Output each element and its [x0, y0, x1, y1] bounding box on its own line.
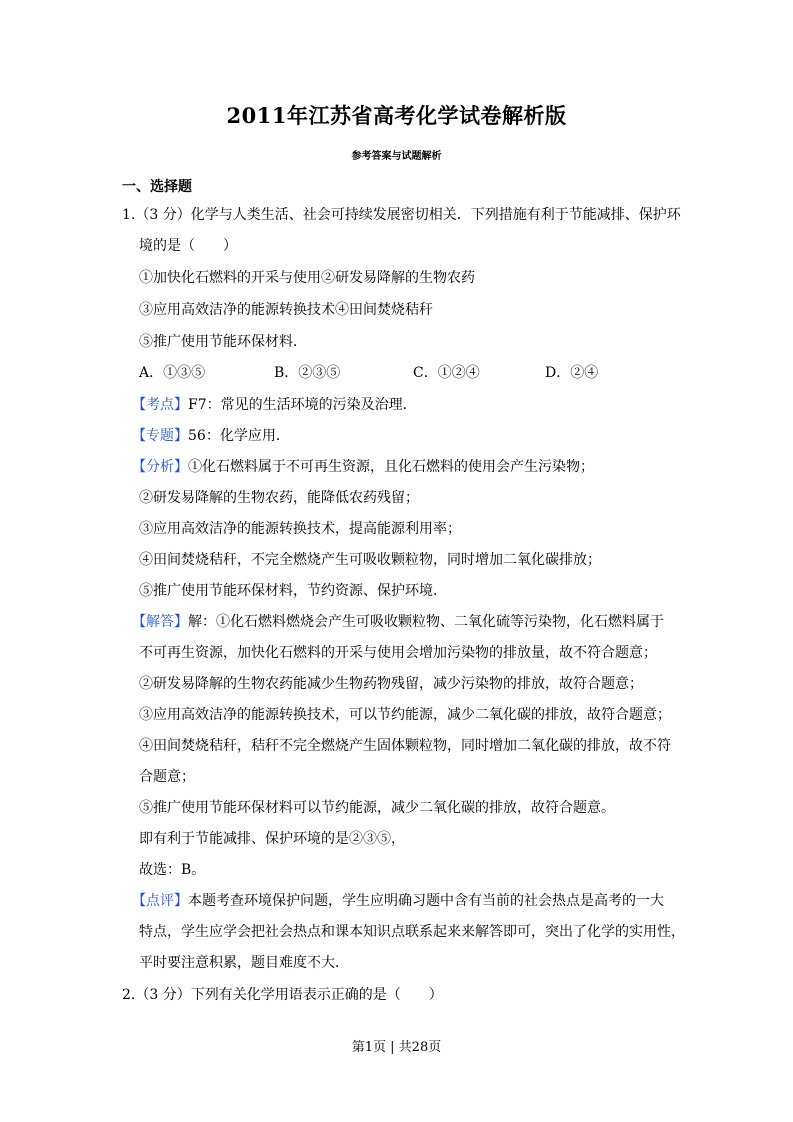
q1-stem-line2: 境的是（ ） [139, 238, 237, 254]
q1-item-line1: ①加快化石燃料的开采与使用②研发易降解的生物农药 [139, 270, 475, 286]
jieda-line4: ③应用高效洁净的能源转换技术，可以节约能源，减少二氧化碳的排放，故符合题意； [139, 707, 671, 723]
q1-stem-line1: 1.（3 分）化学与人类生活、社会可持续发展密切相关．下列措施有利于节能减排、保护环 [122, 207, 681, 223]
q1-item-line3: ⑤推广使用节能环保材料． [139, 334, 307, 350]
q1-choice-d: D．②④ [545, 365, 599, 381]
jieda-line2: 不可再生资源，加快化石燃料的开采与使用会增加污染物的排放量，故不符合题意； [139, 645, 657, 661]
jieda-line8: 即有利于节能减排、保护环境的是②③⑤， [139, 831, 405, 847]
zhuanti-text: 56：化学应用． [188, 428, 290, 444]
q1-kaodian [132, 395, 417, 415]
jieda-line1: 解：①化石燃料燃烧会产生可吸收颗粒物、二氧化硫等污染物，化石燃料属于 [188, 614, 664, 630]
q1-item-line2: ③应用高效洁净的能源转换技术④田间焚烧秸秆 [139, 302, 433, 318]
dianping-line3: 平时要注意积累，题目难度不大． [139, 955, 349, 971]
kaodian-tag: 【考点】 [132, 397, 188, 413]
jieda-line6: 合题意； [139, 769, 195, 785]
jieda-line7: ⑤推广使用节能环保材料可以节约能源，减少二氧化碳的排放，故符合题意。 [139, 800, 615, 816]
q1-choice-c: C．①②④ [413, 365, 480, 381]
q1-fenxi [132, 457, 594, 477]
document-subtitle: 参考答案与试题解析 [351, 151, 442, 162]
q1-choice-b: B．②③⑤ [274, 365, 341, 381]
dianping-line2: 特点，学生应学会把社会热点和课本知识点联系起来来解答即可，突出了化学的实用性， [139, 924, 685, 940]
document-title: 2011年江苏省高考化学试卷解析版 [226, 103, 567, 128]
jieda-line9: 故选：B。 [139, 862, 206, 878]
jieda-tag: 【解答】 [132, 614, 188, 630]
dianping-tag: 【点评】 [132, 893, 188, 909]
fenxi-line3: ③应用高效洁净的能源转换技术，提高能源利用率； [139, 521, 461, 537]
page-footer: 第1页 | 共28页 [351, 1040, 442, 1055]
fenxi-line5: ⑤推广使用节能环保材料，节约资源、保护环境． [139, 583, 447, 599]
dianping-line1: 本题考查环境保护问题，学生应明确习题中含有当前的社会热点是高考的一大 [188, 893, 664, 909]
kaodian-text: F7：常见的生活环境的污染及治理． [188, 397, 417, 413]
section-heading: 一、选择题 [122, 179, 192, 195]
zhuanti-tag: 【专题】 [132, 428, 188, 444]
jieda-line3: ②研发易降解的生物农药能减少生物药物残留，减少污染物的排放，故符合题意； [139, 676, 643, 692]
q1-jieda [132, 612, 664, 632]
q2-stem-line1: 2.（3 分）下列有关化学用语表示正确的是（ ） [122, 987, 443, 1003]
fenxi-tag: 【分析】 [132, 459, 188, 475]
fenxi-line1: ①化石燃料属于不可再生资源，且化石燃料的使用会产生污染物； [188, 459, 594, 475]
fenxi-line2: ②研发易降解的生物农药，能降低农药残留； [139, 490, 419, 506]
q1-zhuanti [132, 426, 290, 446]
jieda-line5: ④田间焚烧秸秆，秸秆不完全燃烧产生固体颗粒物，同时增加二氧化碳的排放，故不符 [139, 738, 671, 754]
q1-dianping [132, 891, 664, 911]
q1-choice-a: A．①③⑤ [139, 365, 206, 381]
fenxi-line4: ④田间焚烧秸秆，不完全燃烧产生可吸收颗粒物，同时增加二氧化碳排放； [139, 552, 601, 568]
